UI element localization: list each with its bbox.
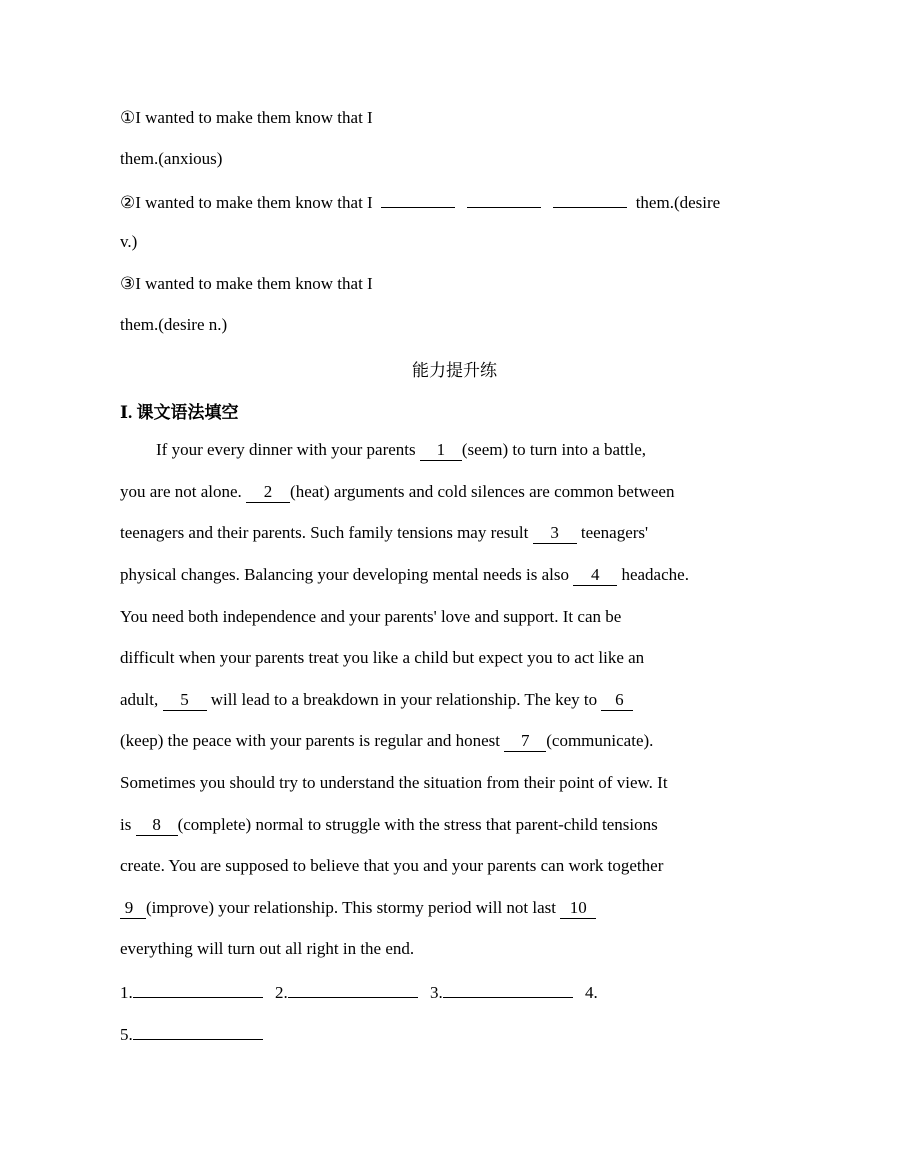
item2-blank-2[interactable] (467, 191, 541, 208)
passage-line-5 (120, 607, 621, 627)
passage-text: (seem) to turn into a battle, (461, 440, 647, 459)
passage-line-1 (156, 440, 646, 461)
answer-label: 3. (430, 983, 443, 1002)
item2-blank-3[interactable] (553, 191, 627, 208)
item2-suffix: them.(desire (635, 193, 721, 212)
passage-text: (heat) arguments and cold silences are common between (290, 482, 675, 501)
passage-text: will lead to a breakdown in your relationship. The key to (210, 690, 598, 709)
passage-line-13 (120, 939, 414, 959)
answer-row-1 (120, 981, 598, 1003)
passage-line-8 (120, 731, 653, 752)
passage-text: teenagers' (580, 523, 649, 542)
blank-3[interactable]: 3 (533, 523, 577, 544)
passage-text: (complete) normal to struggle with the stress that parent-child tensions (177, 815, 658, 834)
section-title: 能力提升练 (412, 361, 497, 380)
passage-text: adult, (120, 690, 159, 709)
item2-prefix: ②I wanted to make them know that I (120, 193, 373, 212)
passage-line-12 (120, 898, 596, 919)
passage-text: physical changes. Balancing your developing mental needs is also (120, 565, 569, 584)
blank-6[interactable]: 6 (601, 690, 633, 711)
passage-line-6 (120, 648, 644, 668)
item2-line (120, 191, 720, 213)
passage-line-3 (120, 523, 648, 544)
blank-10[interactable]: 10 (560, 898, 596, 919)
passage-text: (keep) the peace with your parents is regular and honest (120, 731, 500, 750)
answer-blank-2[interactable] (288, 981, 418, 998)
answer-label: 1. (120, 983, 133, 1002)
passage-text: Sometimes you should try to understand the situation from their point of view. It (120, 773, 668, 792)
item3-prefix: ③I wanted to make them know that I (120, 274, 373, 293)
answer-label: 4. (585, 983, 598, 1002)
item1-prefix: ①I wanted to make them know that I (120, 108, 373, 127)
passage-text: If your every dinner with your parents (156, 440, 416, 459)
passage-text: teenagers and their parents. Such family tensions may result (120, 523, 529, 542)
passage-line-9 (120, 773, 668, 793)
passage-text: (improve) your relationship. This stormy period will not last (146, 898, 556, 917)
passage-text: you are not alone. (120, 482, 242, 501)
passage-line-2 (120, 482, 674, 503)
item2-line2 (120, 232, 137, 252)
item1-suffix: them.(anxious) (120, 149, 223, 168)
passage-text: difficult when your parents treat you like a child but expect you to act like an (120, 648, 645, 667)
passage-line-10 (120, 815, 658, 836)
item1-line (120, 108, 373, 128)
blank-7[interactable]: 7 (504, 731, 546, 752)
item3-suffix: them.(desire n.) (120, 315, 228, 334)
item1-line2 (120, 149, 222, 169)
item3-line2 (120, 315, 227, 335)
blank-1[interactable]: 1 (420, 440, 462, 461)
passage-text: everything will turn out all right in the end. (120, 939, 415, 958)
passage-line-7 (120, 690, 633, 711)
passage-text: create. You are supposed to believe that you and your parents can work together (120, 856, 664, 875)
blank-4[interactable]: 4 (573, 565, 617, 586)
blank-5[interactable]: 5 (163, 690, 207, 711)
item3-line (120, 274, 373, 294)
answer-blank-1[interactable] (133, 981, 263, 998)
answer-blank-3[interactable] (443, 981, 573, 998)
item2-suffix2: v.) (120, 232, 138, 251)
answer-label: 5. (120, 1025, 133, 1044)
blank-8[interactable]: 8 (136, 815, 178, 836)
section-heading: Ⅰ. 课文语法填空 (120, 403, 239, 422)
blank-2[interactable]: 2 (246, 482, 290, 503)
answer-label: 2. (275, 983, 288, 1002)
answer-row-2 (120, 1023, 263, 1045)
passage-line-4 (120, 565, 689, 586)
passage-text: You need both independence and your parents' love and support. It can be (120, 607, 622, 626)
item2-blank-1[interactable] (381, 191, 455, 208)
passage-text: (communicate). (546, 731, 654, 750)
passage-text: is (120, 815, 132, 834)
blank-9[interactable]: 9 (120, 898, 146, 919)
passage-text: headache. (621, 565, 689, 584)
passage-line-11 (120, 856, 663, 876)
answer-blank-5[interactable] (133, 1023, 263, 1040)
